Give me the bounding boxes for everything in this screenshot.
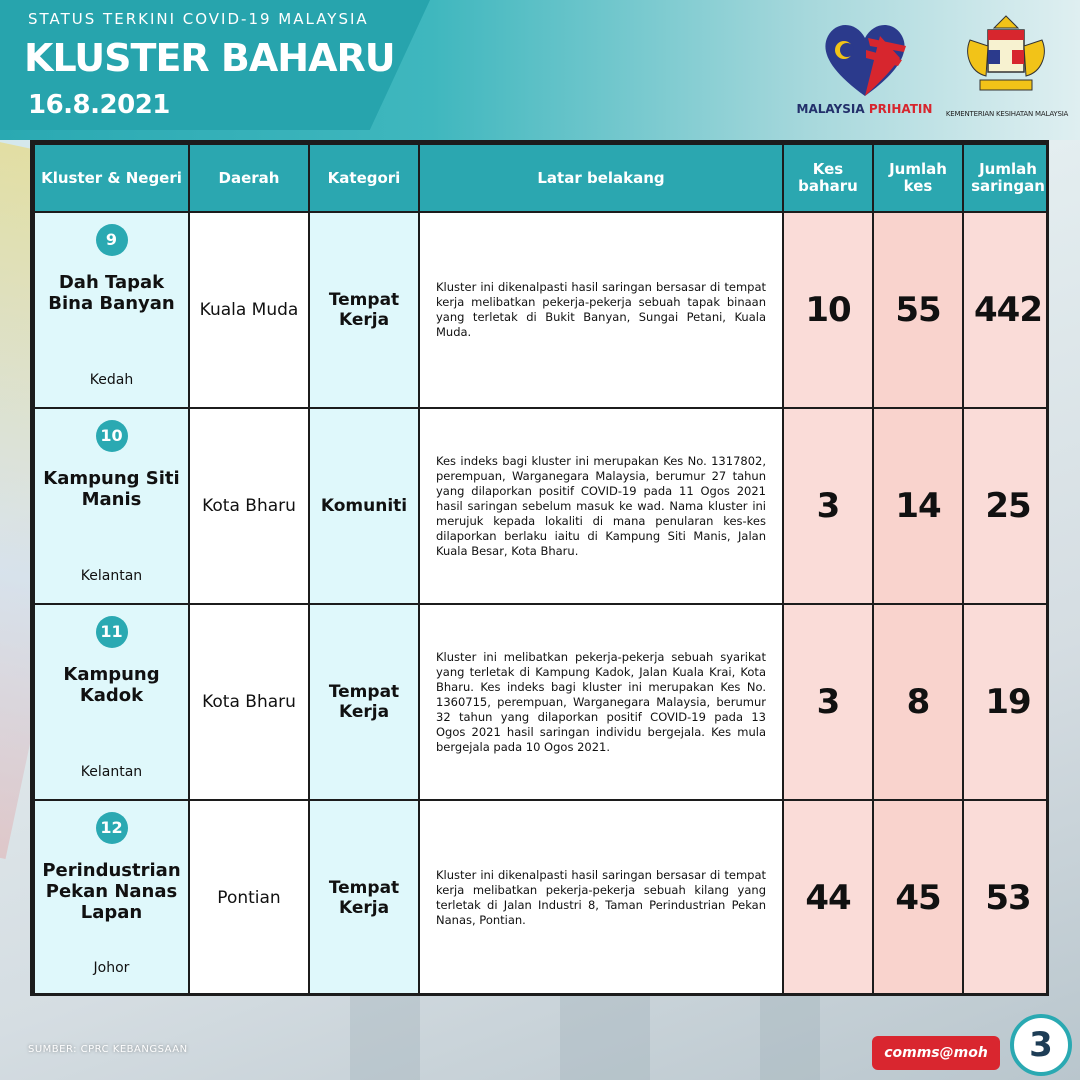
cell-daerah: Kota Bharu bbox=[189, 604, 309, 800]
cluster-number-badge: 11 bbox=[96, 616, 128, 648]
cell-kes-baharu: 3 bbox=[783, 604, 873, 800]
report-date: 16.8.2021 bbox=[28, 90, 170, 120]
cell-kategori: Komuniti bbox=[309, 408, 419, 604]
cell-jumlah-kes: 45 bbox=[873, 800, 963, 996]
header-kategori: Kategori bbox=[309, 144, 419, 212]
header-latar: Latar belakang bbox=[419, 144, 783, 212]
prihatin-word-prihatin: PRIHATIN bbox=[868, 102, 933, 116]
cluster-number-badge: 12 bbox=[96, 812, 128, 844]
prihatin-wordmark bbox=[792, 102, 937, 116]
header-kluster: Kluster & Negeri bbox=[34, 144, 189, 212]
cell-kes-baharu: 3 bbox=[783, 408, 873, 604]
malaysia-prihatin-logo bbox=[792, 16, 937, 121]
cell-jumlah-saringan: 53 bbox=[963, 800, 1049, 996]
cell-latar bbox=[419, 800, 783, 996]
background-text: Kes indeks bagi kluster ini merupakan Kes No. 1317802, perempuan, Warganegara Malaysia, berumur 27 tahun yang dilaporkan positif COVID-19 pada 11 Ogos 2021 hasil saringan sebelum masuk ke wad. Nama kluster ini merujuk kepada lokaliti di mana penularan kes-kes dilaporkan berlaku iaitu di Kampung Siti Manis, Jalan Kuala Besar, Kota Bharu. bbox=[436, 453, 766, 558]
background-text: Kluster ini dikenalpasti hasil saringan bersasar di tempat kerja melibatkan pekerja-pekerja sebuah tapak binaan yang terletak di Bukit Banyan, Sungai Petani, Kuala Muda. bbox=[436, 280, 766, 339]
table-row bbox=[34, 408, 1049, 604]
cell-kluster bbox=[34, 212, 189, 408]
cluster-number-badge: 9 bbox=[96, 224, 128, 256]
table-header-row bbox=[34, 144, 1049, 212]
kkm-name-text: KEMENTERIAN KESIHATAN MALAYSIA bbox=[945, 110, 1069, 118]
header-jumlah-saringan: Jumlah saringan bbox=[963, 144, 1049, 212]
background-text: Kluster ini melibatkan pekerja-pekerja sebuah syarikat yang terletak di Kampung Kadok, Jalan Kuala Krai, Kota Bharu. Kes indeks bagi kluster ini merupakan Kes No. 1360715, perempuan, Warganegara Malaysia, berumur 32 tahun yang dilaporkan positif COVID-19 pada 13 Ogos 2021 hasil saringan individu bergejala. Kes mula bergejala pada 10 Ogos 2021. bbox=[436, 649, 766, 754]
cell-kategori: Tempat Kerja bbox=[309, 212, 419, 408]
prihatin-word-malaysia: MALAYSIA bbox=[796, 102, 865, 116]
cell-kluster bbox=[34, 800, 189, 996]
cell-daerah: Kota Bharu bbox=[189, 408, 309, 604]
cluster-name: Perindustrian Pekan Nanas Lapan bbox=[42, 860, 181, 923]
source-credit: SUMBER: CPRC KEBANGSAAN bbox=[28, 1044, 188, 1055]
cell-kluster bbox=[34, 408, 189, 604]
cell-jumlah-saringan: 25 bbox=[963, 408, 1049, 604]
cell-latar bbox=[419, 604, 783, 800]
table-row bbox=[34, 212, 1049, 408]
cluster-number-badge: 10 bbox=[96, 420, 128, 452]
cluster-name: Kampung Kadok bbox=[63, 664, 160, 706]
cell-kes-baharu: 44 bbox=[783, 800, 873, 996]
cell-jumlah-kes: 14 bbox=[873, 408, 963, 604]
comms-moh-badge: comms@moh bbox=[872, 1036, 1000, 1070]
status-line: STATUS TERKINI COVID-19 MALAYSIA bbox=[28, 10, 369, 28]
coat-of-arms-icon bbox=[960, 10, 1052, 105]
cell-kluster bbox=[34, 604, 189, 800]
cell-jumlah-kes: 55 bbox=[873, 212, 963, 408]
header-kes-baharu: Kes baharu bbox=[783, 144, 873, 212]
cluster-state: Kelantan bbox=[80, 568, 143, 584]
cluster-state: Kelantan bbox=[80, 764, 143, 780]
cluster-state: Johor bbox=[93, 960, 130, 976]
cluster-state: Kedah bbox=[89, 372, 134, 388]
page-title: KLUSTER BAHARU bbox=[24, 36, 395, 80]
cell-latar bbox=[419, 408, 783, 604]
cell-jumlah-saringan: 442 bbox=[963, 212, 1049, 408]
cluster-name: Dah Tapak Bina Banyan bbox=[48, 272, 175, 314]
header-jumlah-kes: Jumlah kes bbox=[873, 144, 963, 212]
cell-latar bbox=[419, 212, 783, 408]
kkm-logo bbox=[942, 10, 1072, 125]
cluster-table-grid bbox=[33, 143, 1049, 996]
background-text: Kluster ini dikenalpasti hasil saringan bersasar di tempat kerja melibatkan pekerja-pekerja sebuah kilang yang terletak di Jalan Industri 8, Taman Perindustrian Pekan Nanas, Pontian. bbox=[436, 868, 766, 927]
header-daerah: Daerah bbox=[189, 144, 309, 212]
table-row bbox=[34, 800, 1049, 996]
page-number-badge: 3 bbox=[1010, 1014, 1072, 1076]
cell-jumlah-kes: 8 bbox=[873, 604, 963, 800]
table-row bbox=[34, 604, 1049, 800]
cluster-table bbox=[30, 140, 1049, 996]
cell-kategori: Tempat Kerja bbox=[309, 604, 419, 800]
cell-daerah: Pontian bbox=[189, 800, 309, 996]
cluster-name: Kampung Siti Manis bbox=[43, 468, 180, 510]
cell-kes-baharu: 10 bbox=[783, 212, 873, 408]
heart-flag-icon bbox=[820, 16, 910, 101]
cell-daerah: Kuala Muda bbox=[189, 212, 309, 408]
cell-kategori: Tempat Kerja bbox=[309, 800, 419, 996]
cell-jumlah-saringan: 19 bbox=[963, 604, 1049, 800]
